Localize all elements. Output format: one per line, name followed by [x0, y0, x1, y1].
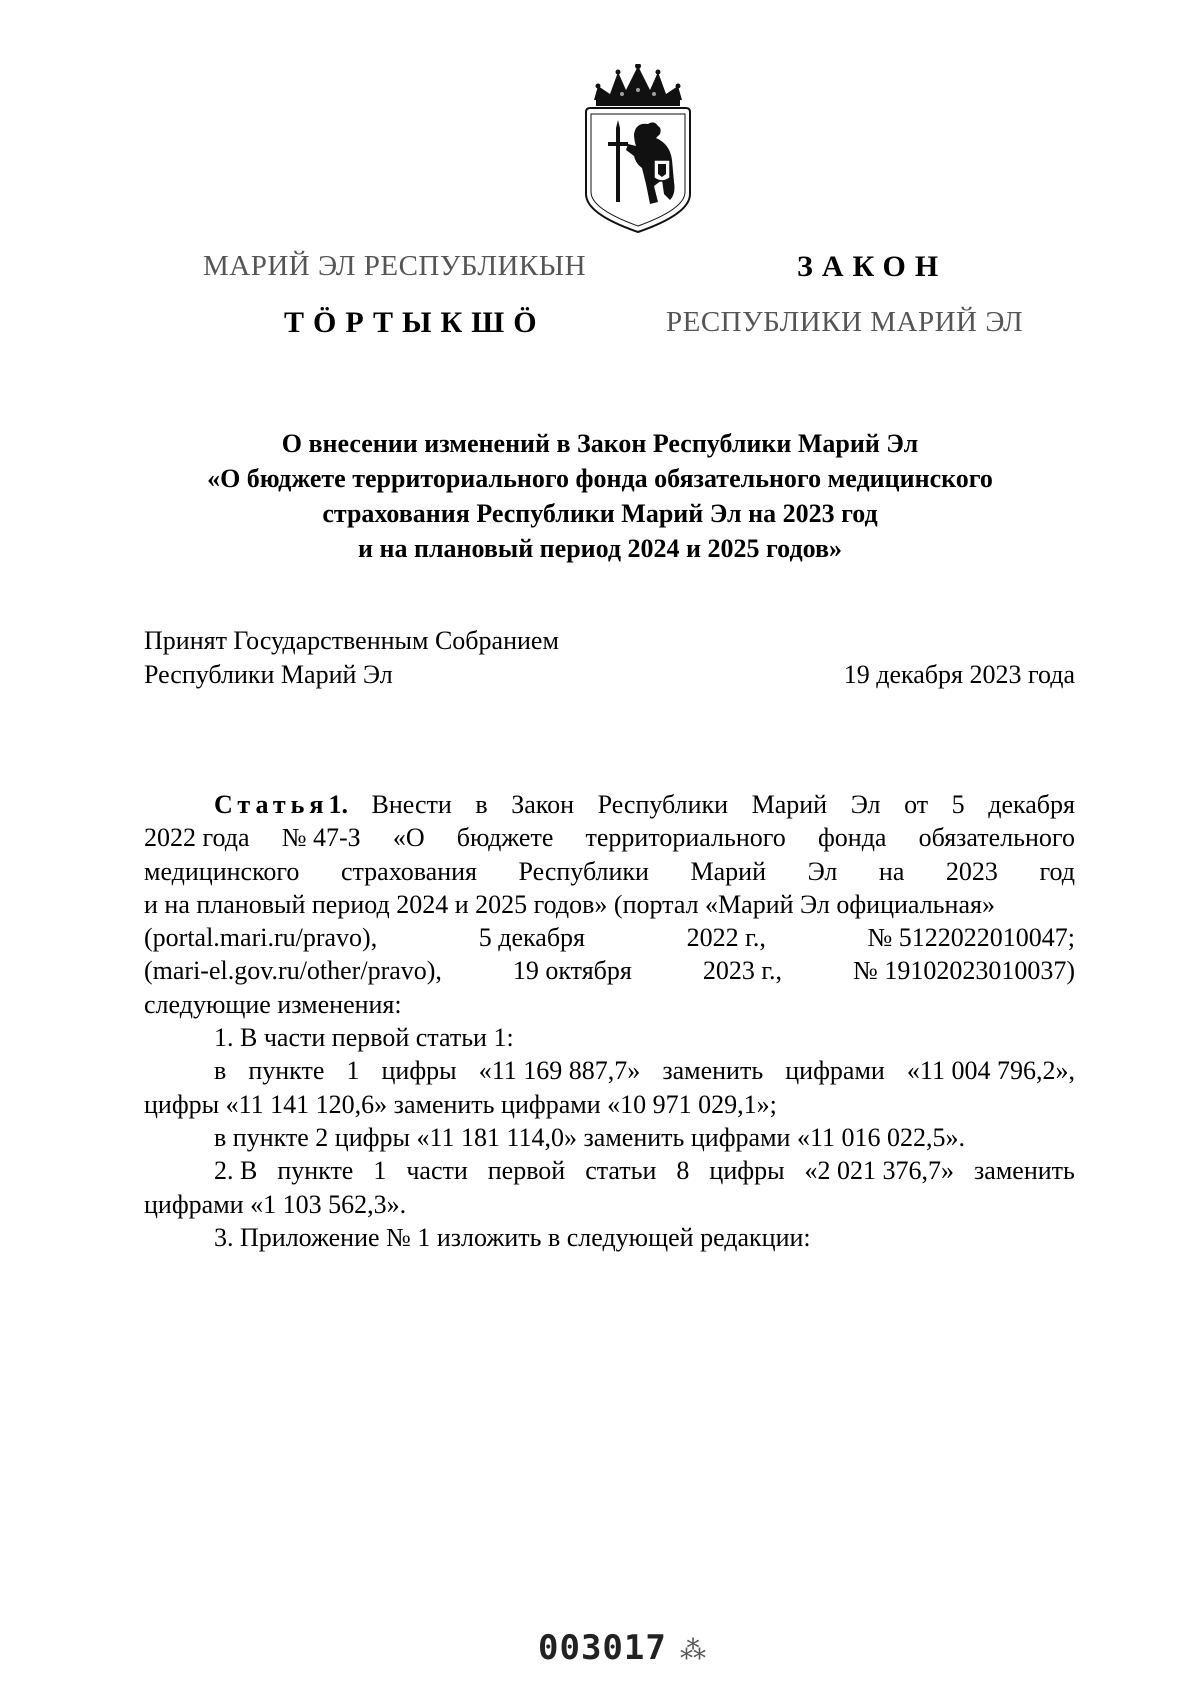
word: 8 — [676, 1156, 690, 1186]
article-line — [144, 855, 1075, 888]
word: в — [475, 790, 488, 819]
article-label: Статья — [214, 790, 329, 819]
word: цифрами — [785, 1056, 885, 1086]
word: цифры — [709, 1156, 785, 1186]
adoption-date: 19 декабря 2023 года — [843, 660, 1075, 689]
word: 2. В — [214, 1156, 258, 1186]
word: 2022 года — [144, 823, 250, 853]
header-right-line2: РЕСПУБЛИКИ МАРИЙ ЭЛ — [666, 306, 1024, 338]
word: декабря — [988, 790, 1075, 819]
word: фонда — [817, 823, 887, 853]
word: пункте — [277, 1156, 354, 1186]
article-line — [144, 921, 1075, 954]
article-line — [144, 1154, 1075, 1187]
word: № 5122022010047; — [867, 923, 1075, 953]
word: бюджете — [456, 823, 554, 853]
article-line: следующие изменения: — [144, 989, 402, 1019]
law-title-line: «О бюджете территориального фонда обязательного медицинского — [207, 464, 993, 493]
coat-of-arms-icon — [578, 64, 698, 234]
word: 2022 г., — [686, 923, 766, 953]
word: 2023 г., — [702, 956, 783, 986]
article-line: цифры «11 141 120,6» заменить цифрами «10 971 029,1»; — [144, 1089, 777, 1119]
article-number: 1. — [328, 790, 348, 819]
word: «11 004 796,2», — [906, 1056, 1075, 1086]
word: первой — [487, 1156, 566, 1186]
word: Эл — [807, 856, 838, 886]
crown-icon — [594, 64, 682, 106]
word: цифры — [381, 1056, 457, 1086]
word: Эл — [850, 790, 881, 819]
word: медицинского — [144, 856, 300, 886]
article-line: в пункте 2 цифры «11 181 114,0» заменить цифрами «11 016 022,5». — [214, 1122, 965, 1152]
word: (portal.mari.ru/pravo), — [144, 923, 378, 953]
word: 19 октября — [512, 956, 632, 986]
word: № 47-З — [281, 823, 361, 853]
decorative-mark: ⁂ — [680, 1636, 706, 1665]
header-right-line1: ЗАКОН — [797, 250, 948, 283]
word: Внести — [371, 790, 452, 819]
word: 1 — [373, 1156, 387, 1186]
word: Республики — [597, 790, 729, 819]
word: 1 — [346, 1056, 360, 1086]
adoption-line: Республики Марий Эл — [144, 660, 393, 689]
article-line: цифрами «1 103 562,3». — [144, 1189, 407, 1219]
article-line — [144, 954, 1075, 987]
header-left-line1: МАРИЙ ЭЛ РЕСПУБЛИКЫН — [203, 250, 587, 282]
article-heading — [214, 788, 348, 821]
word: в — [214, 1056, 227, 1086]
article-1 — [144, 788, 1075, 1254]
word: обязательного — [918, 823, 1075, 853]
word: «О — [392, 823, 425, 853]
word: № 19102023010037) — [853, 956, 1075, 986]
word: пункте — [248, 1056, 325, 1086]
word: «2 021 376,7» — [804, 1156, 955, 1186]
word: части — [406, 1156, 468, 1186]
article-line: 3. Приложение № 1 изложить в следующей редакции: — [214, 1222, 811, 1252]
article-line — [144, 821, 1075, 854]
law-title-line: страхования Республики Марий Эл на 2023 год — [322, 499, 878, 528]
word: (mari-el.gov.ru/other/pravo), — [144, 956, 442, 986]
word: «11 169 887,7» — [478, 1056, 641, 1086]
word: 2023 — [945, 856, 998, 886]
word: год — [1039, 856, 1075, 886]
word: заменить — [662, 1056, 764, 1086]
document-serial-number: 003017 — [538, 1628, 667, 1668]
adoption-line: Принят Государственным Собранием — [144, 626, 559, 655]
word: 5 декабря — [478, 923, 586, 953]
word: от — [904, 790, 929, 819]
word: Республики — [518, 856, 649, 886]
word: Марий — [690, 856, 767, 886]
word: на — [878, 856, 905, 886]
word: страхования — [340, 856, 477, 886]
law-title-line: и на плановый период 2024 и 2025 годов» — [358, 534, 842, 563]
article-line: 1. В части первой статьи 1: — [214, 1023, 514, 1053]
word: Марий — [751, 790, 828, 819]
article-line: и на плановый период 2024 и 2025 годов» (портал «Марий Эл официальная» — [144, 889, 995, 919]
article-line — [144, 788, 1075, 821]
word: Закон — [511, 790, 575, 819]
word: 5 — [951, 790, 965, 819]
adoption-statement — [144, 624, 559, 692]
word: заменить — [974, 1156, 1075, 1186]
law-title-line: О внесении изменений в Закон Республики Марий Эл — [281, 429, 919, 458]
article-line — [144, 1054, 1075, 1087]
word: статьи — [585, 1156, 657, 1186]
law-title — [120, 426, 1080, 566]
word: территориального — [585, 823, 786, 853]
header-left-line2: ТӦРТЫКШӦ — [284, 306, 546, 339]
